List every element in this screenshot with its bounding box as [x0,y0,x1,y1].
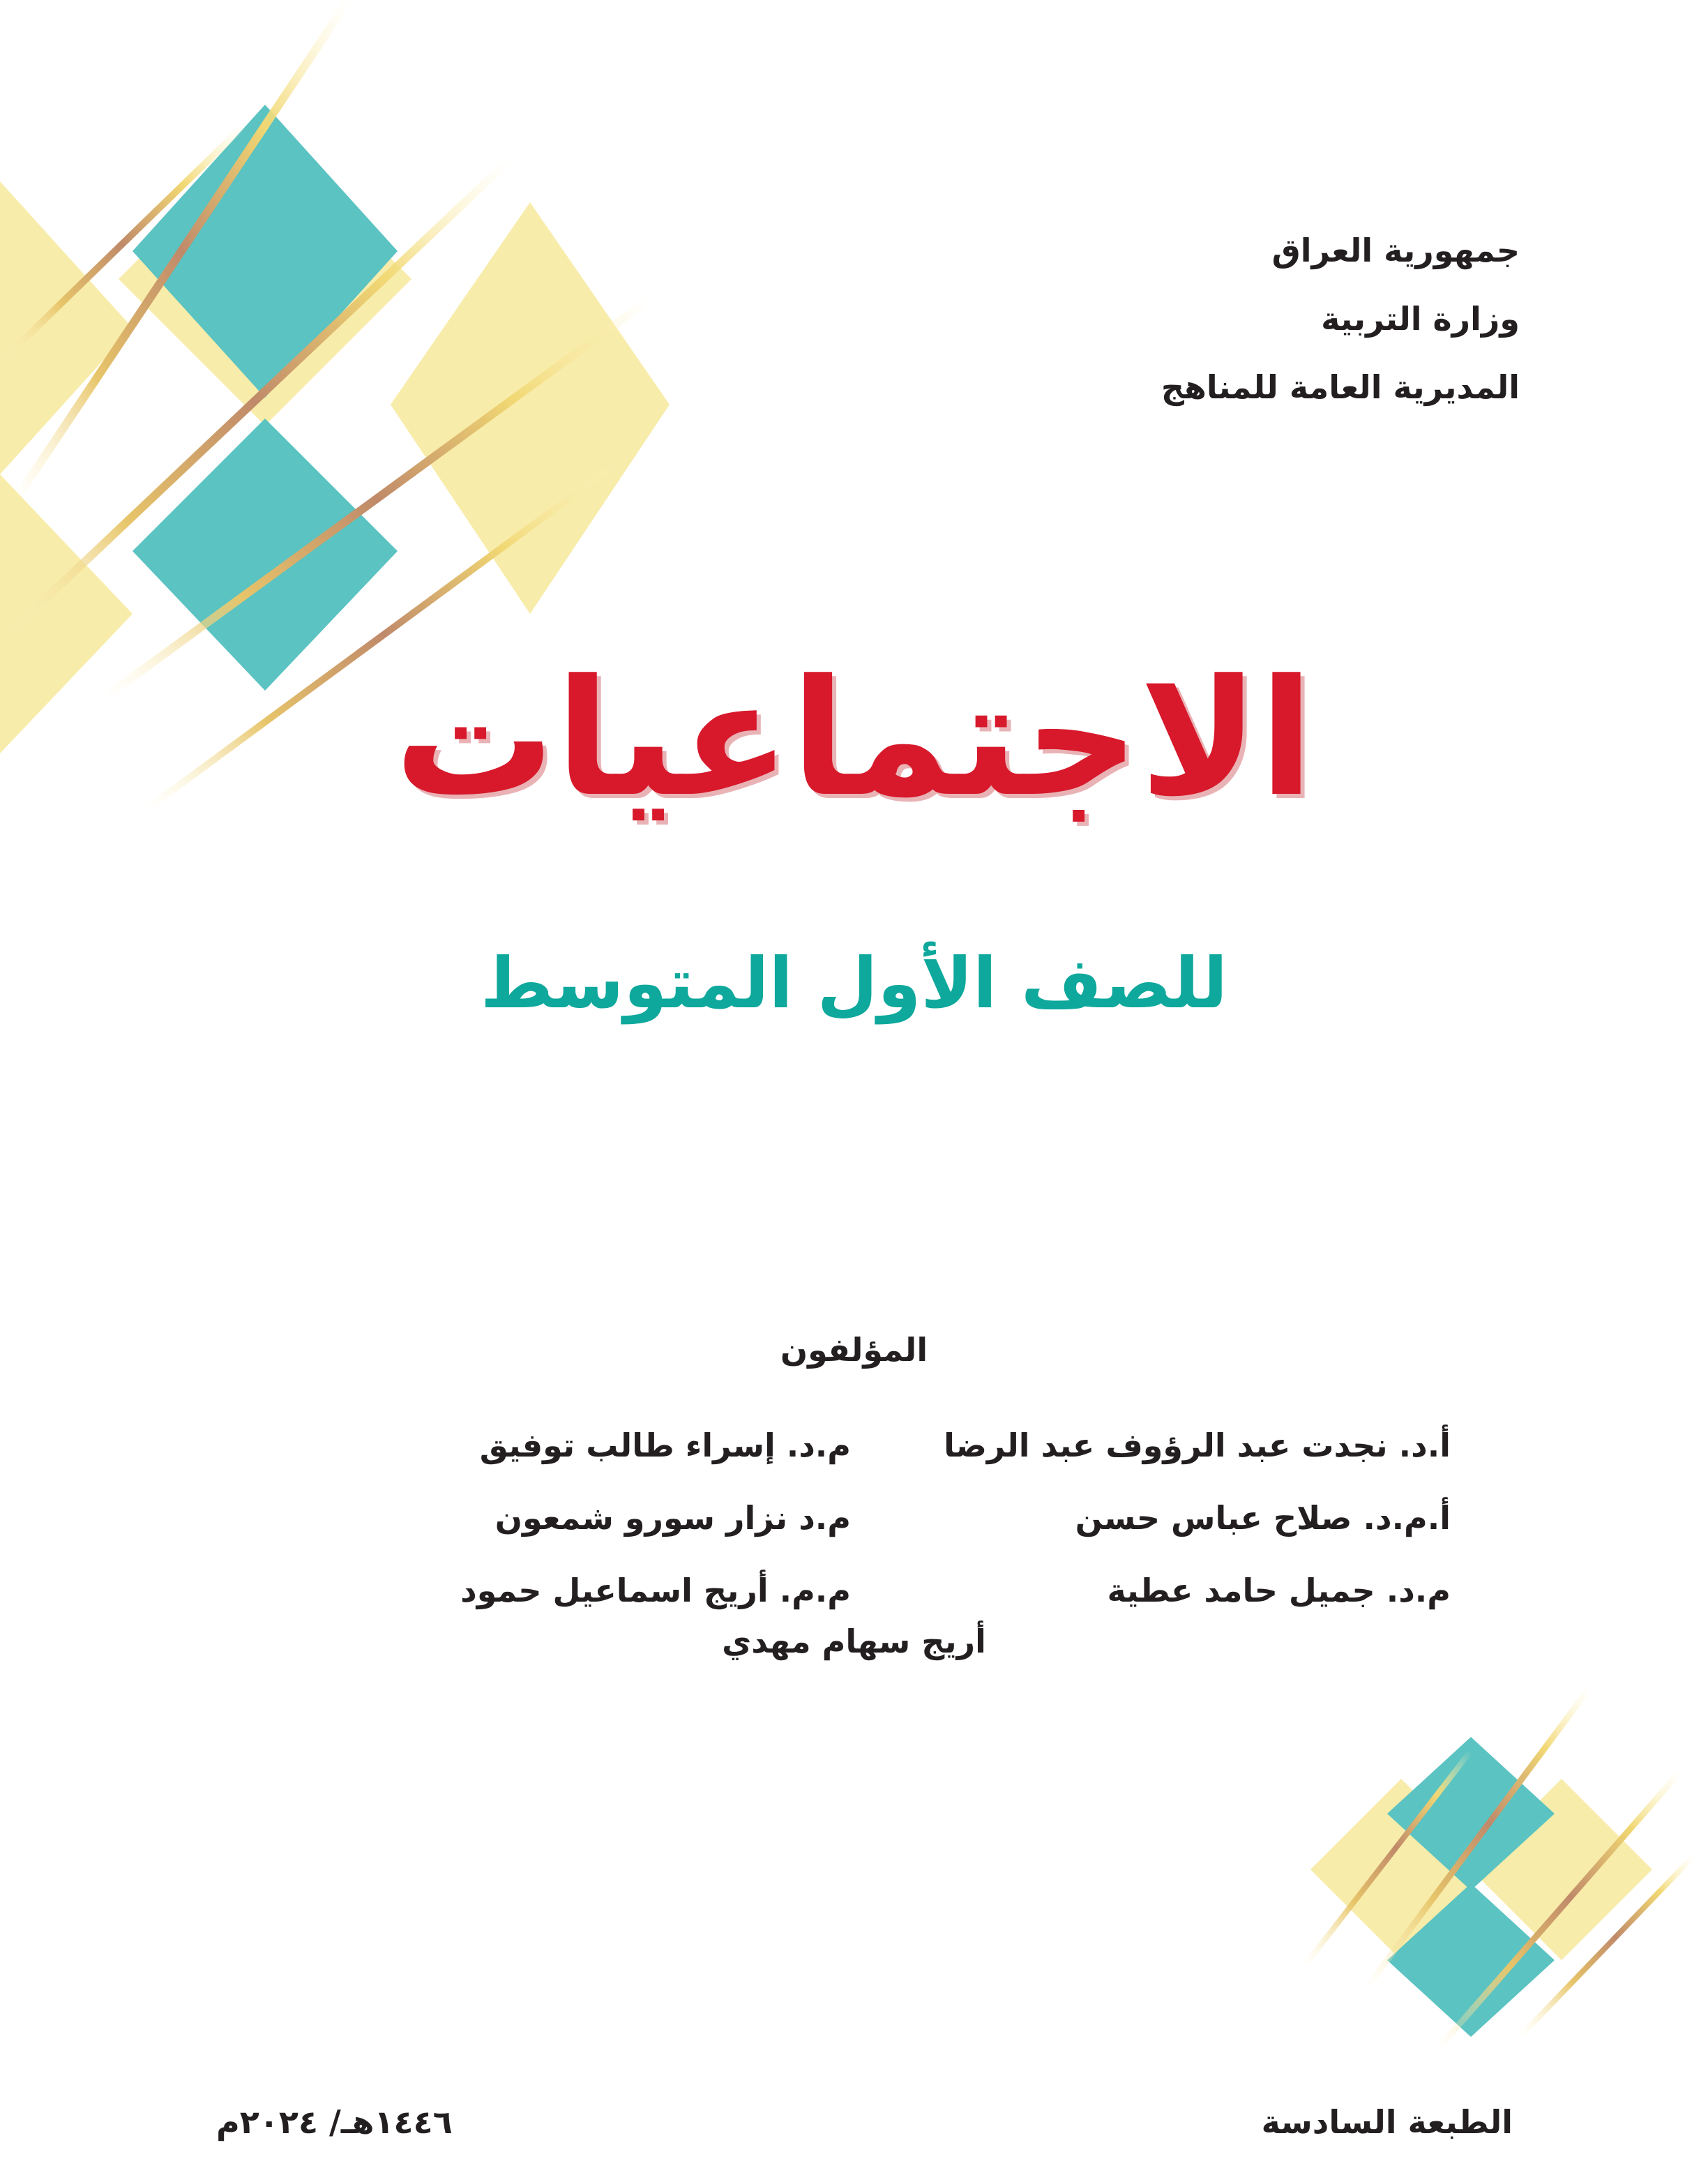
authors-list [251,1409,1451,1627]
ministry-name: وزارة التربية [1321,300,1520,338]
author-row [251,1554,1451,1627]
ministry-header [892,216,1520,421]
authors-heading: المؤلفون [780,1331,928,1369]
author-name: م.د نزار سورو شمعون [494,1499,851,1537]
country-name: جمهورية العراق [1271,232,1520,269]
author-name: م.د. جميل حامد عطية [1107,1572,1451,1609]
decorative-pattern-bottom-right [1262,1674,1708,2065]
author-name: أ.د. نجدت عبد الرؤوف عبد الرضا [944,1427,1451,1464]
author-name: م.م. أريج اسماعيل حمود [460,1572,851,1609]
publication-date: ١٤٤٦هـ/ ٢٠٢٤م [216,2103,453,2141]
book-title: الاجتماعيات [394,646,1314,832]
author-name: أ.م.د. صلاح عباس حسن [1075,1499,1451,1537]
edition-label: الطبعة السادسة [1261,2103,1513,2141]
author-row [251,1409,1451,1482]
author-name: م.د. إسراء طالب توفيق [479,1427,851,1464]
directorate-name: المديرية العامة للمناهج [1161,368,1520,406]
book-subtitle: للصف الأول المتوسط [480,942,1228,1024]
author-name-last: أريج سهام مهدي [722,1623,986,1660]
author-row [251,1482,1451,1554]
